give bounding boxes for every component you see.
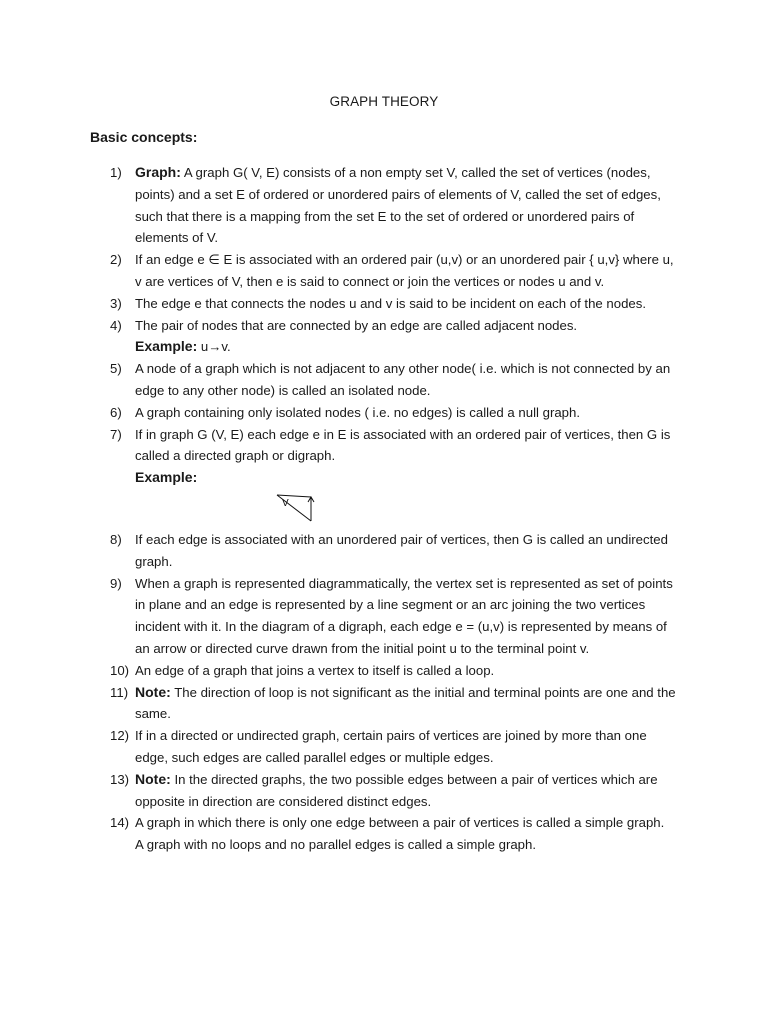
item-number: 1) xyxy=(110,165,122,180)
section-heading: Basic concepts: xyxy=(90,129,198,145)
digraph-diagram xyxy=(135,489,680,529)
item-text: A node of a graph which is not adjacent to any other node( i.e. which is not connected by an edge to any other node) is called an isolated node. xyxy=(135,361,671,398)
list-item-4 xyxy=(110,315,680,359)
list-item-2 xyxy=(110,249,680,293)
example-text: u→v. xyxy=(197,339,231,355)
item-text: An edge of a graph that joins a vertex to itself is called a loop. xyxy=(135,662,495,678)
list-item-6 xyxy=(110,402,680,424)
item-number: 13) xyxy=(110,771,130,787)
list-item-12 xyxy=(110,725,680,769)
item-number: 12) xyxy=(110,728,130,744)
item-number: 6) xyxy=(110,404,122,420)
list-item-5 xyxy=(110,358,680,402)
item-number: 10) xyxy=(110,662,130,678)
example-line xyxy=(135,467,680,489)
example-label: Example: xyxy=(135,469,198,486)
list-item-10 xyxy=(110,660,680,682)
list-item-11 xyxy=(110,682,680,726)
item-number: 8) xyxy=(110,531,122,547)
list-item-13 xyxy=(110,769,680,813)
diagram-label: V xyxy=(282,497,289,509)
concept-list xyxy=(110,162,680,856)
item-lead: Graph: xyxy=(135,164,181,180)
item-extra-line: A graph with no loops and no parallel edges is called a simple graph. xyxy=(135,837,537,853)
list-item-1 xyxy=(110,162,680,249)
item-text: If an edge e ∈ E is associated with an ordered pair (u,v) or an unordered pair { u,v} where u, v are vertices of V, then e is said to connect or join the vertices or nodes u and v. xyxy=(135,252,674,289)
item-number: 7) xyxy=(110,426,122,442)
item-text: In the directed graphs, the two possible edges between a pair of vertices which are opposite in direction are considered distinct edges. xyxy=(135,771,658,809)
example-line xyxy=(135,336,680,358)
item-text: If in graph G (V, E) each edge e in E is associated with an ordered pair of vertices, then G is called a directed graph or digraph. xyxy=(135,426,671,464)
item-lead: Note: xyxy=(135,770,171,787)
item-number: 9) xyxy=(110,575,122,591)
item-text: If in a directed or undirected graph, certain pairs of vertices are joined by more than one edge, such edges are called parallel edges or multiple edges. xyxy=(135,728,647,765)
item-text: The edge e that connects the nodes u and v is said to be incident on each of the nodes. xyxy=(135,295,647,311)
item-text: A graph G( V, E) consists of a non empty set V, called the set of vertices (nodes, points) and a set E of ordered or unordered pairs of elements of V, called the set of edges, such that there is a mapping from the set E to the set of ordered or unordered pairs of elements of V. xyxy=(135,165,661,246)
list-item-9 xyxy=(110,573,680,660)
example-label: Example: xyxy=(135,338,198,355)
digraph-figure xyxy=(275,491,319,525)
item-number: 2) xyxy=(110,252,122,268)
item-text: The direction of loop is not significant as the initial and terminal points are one and the same. xyxy=(135,684,676,722)
item-number: 4) xyxy=(110,317,122,333)
item-text: A graph containing only isolated nodes ( i.e. no edges) is called a null graph. xyxy=(135,404,581,420)
item-lead: Note: xyxy=(135,683,171,700)
list-item-14 xyxy=(110,812,680,856)
item-text: The pair of nodes that are connected by an edge are called adjacent nodes. xyxy=(135,317,578,333)
item-text: When a graph is represented diagrammatically, the vertex set is represented as set of points in plane and an edge is represented by a line segment or an arc joining the two vertices incident with it. In the diagram of a digraph, each edge e = (u,v) is represented by means of an arrow or directed curve drawn from the initial point u to the terminal point v. xyxy=(135,575,673,656)
page-title: GRAPH THEORY xyxy=(329,94,439,109)
edge-top xyxy=(277,495,311,497)
list-item-3 xyxy=(110,293,680,315)
item-number: 3) xyxy=(110,295,122,311)
item-text: If each edge is associated with an unordered pair of vertices, then G is called an undirected graph. xyxy=(135,531,668,569)
item-number: 14) xyxy=(110,815,130,831)
item-text: A graph in which there is only one edge between a pair of vertices is called a simple graph. xyxy=(135,815,665,831)
item-number: 11) xyxy=(110,684,129,700)
item-number: 5) xyxy=(110,361,122,377)
list-item-8 xyxy=(110,529,680,573)
list-item-7 xyxy=(110,424,680,529)
